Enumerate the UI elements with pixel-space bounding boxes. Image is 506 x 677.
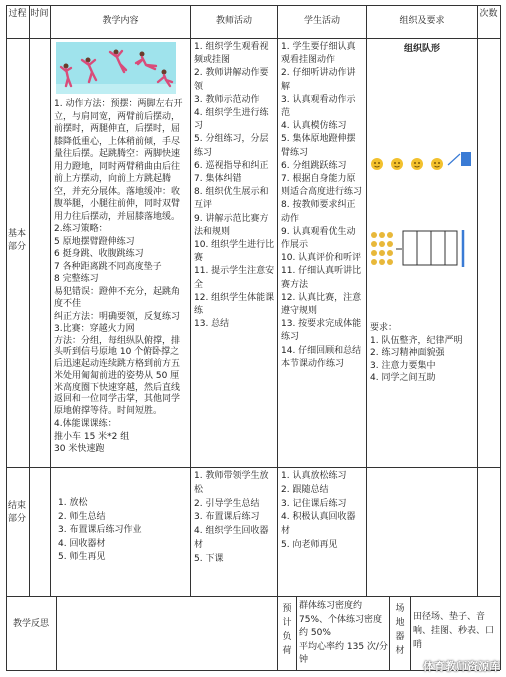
content-item: 6 挺身跳、收腹跳练习 [54,249,144,259]
ending-teacher-item: 3. 布置课后练习 [194,512,260,523]
ending-content-list [58,497,188,565]
col-divider [190,5,191,596]
student-item: 9. 认真观看优生动作展示 [281,226,356,251]
student-item: 5. 集体原地蹬伸摆臂练习 [281,134,356,158]
col-divider [296,596,297,670]
header-count: 次数 [479,9,498,19]
smiley-icon [391,158,403,170]
student-item: 14. 仔细回顾和总结本节课动作练习 [281,345,362,369]
teacher-item: 12. 组织学生体能课练 [194,292,275,317]
header-teacher: 教师活动 [215,16,252,26]
student-item: 1. 学生要仔细认真观看挂图动作 [281,42,356,66]
teacher-item: 5. 分组练习，分层练习 [194,134,269,158]
smiley-icon [431,158,443,170]
ending-content-item: 2. 师生总结 [58,511,106,522]
student-item: 7. 根据自身能力原则适合高度进行练习 [281,174,363,198]
ending-student-item: 2. 跟随总结 [281,484,329,495]
col-divider [29,5,30,596]
teacher-item: 4. 组织学生进行练习 [194,108,269,132]
org-title: 组织队形 [403,44,440,54]
col-divider [410,596,411,670]
requirements-block [370,322,476,385]
load-text: 群体练习密度约 75%、个体练习密度约 50% 平均心率约 135 次/分钟 [299,601,388,665]
student-item: 12. 认真比赛，注意遵守规则 [281,292,362,317]
ending-content-item: 5. 师生再见 [58,552,106,562]
ending-student-item: 1. 认真放松练习 [281,471,347,481]
teacher-item: 10. 组织学生进行比赛 [194,240,275,264]
teacher-item: 3. 教师示范动作 [194,94,260,105]
content-item: 2.练习策略： [54,224,108,234]
teacher-item: 2. 教师讲解动作要领 [194,68,269,92]
col-divider [56,596,57,670]
table-border-left [6,5,7,670]
ending-teacher-item: 2. 引导学生总结 [194,498,260,509]
content-item: 8 完整练习 [54,274,99,284]
content-item: 易犯错误：蹬伸不充分，起跳角度不佳 [54,286,181,309]
student-item: 2. 仔细听讲动作讲解 [281,68,356,92]
smiley-icon [371,158,383,170]
student-dots [371,232,393,265]
header-org: 组织及要求 [399,16,445,26]
student-item: 3. 认真观看动作示范 [281,94,356,119]
student-item: 10. 认真评价和听评 [281,253,362,264]
watermark: 体育教师资源库 [423,659,500,673]
header-content: 教学内容 [102,16,139,26]
header-divider [6,38,500,39]
basic-part-label: 基本部分 [8,229,26,252]
requirement-item: 2. 练习精神面貌强 [370,348,445,358]
content-item: 3.比赛：穿越火力网 [54,324,135,334]
content-item: 5 原地摆臂蹬伸练习 [54,236,135,247]
ending-content-item: 1. 放松 [58,498,88,508]
requirement-item: 3. 注意力要集中 [370,360,436,371]
formation-lanes-diagram [368,226,476,272]
teacher-item: 7. 集体纠错 [194,174,242,185]
table-border-right [500,5,501,670]
venue-label: 场地器材 [395,604,405,656]
load-label: 预计负荷 [282,604,292,656]
requirement-item: 1. 队伍整齐，纪律严明 [370,335,463,346]
ending-student-item: 4. 积极认真回收器材 [281,512,356,537]
ending-content-item: 4. 回收器材 [58,538,106,549]
student-item: 8. 按教师要求纠正动作 [281,200,356,224]
teacher-item: 11. 提示学生注意安全 [194,266,275,290]
student-item: 4. 认真模仿练习 [281,121,347,132]
reflection-label: 教学反思 [12,619,49,629]
col-divider [477,5,478,596]
student-item: 11. 仔细认真听讲比赛方法 [281,266,362,290]
requirements-title: 要求： [370,323,398,333]
content-item: 30 米快速跑 [54,444,105,455]
col-divider [50,5,51,596]
header-student: 学生活动 [303,16,340,26]
header-time: 时间 [30,9,49,19]
col-divider [366,5,367,596]
teacher-item: 6. 巡视指导和纠正 [194,160,269,171]
ending-part-label: 结束部分 [8,501,26,524]
teacher-item: 13. 总结 [194,319,230,330]
col-divider [389,596,390,670]
table-border-top [6,5,500,6]
content-item: 4.体能课课练： [54,419,117,430]
ending-student-list [281,470,364,553]
basic-student-list [281,41,364,371]
ending-teacher-list [194,470,275,567]
jump-illustration [56,42,176,94]
ending-student-item: 5. 向老师再见 [281,539,338,550]
teacher-item: 1. 组织学生观看视频或挂图 [194,42,269,66]
basic-section-divider [6,467,500,468]
formation-smileys-diagram [368,148,476,174]
student-item: 6. 分组跳跃练习 [281,160,347,171]
student-item: 13. 按要求完成体能练习 [281,319,362,343]
arrow-line [448,154,460,165]
ending-content-item: 3. 布置课后练习作业 [58,525,142,535]
content-item: 纠正方法：明确要领，反复练习 [54,311,181,322]
venue-text: 田径场、垫子、音响、挂图、秒表、口哨 [413,612,495,650]
illustration-ground [56,84,176,94]
header-process: 过程 [8,9,27,19]
basic-content-list [54,98,188,456]
col-divider [277,5,278,670]
ending-section-divider [6,596,500,597]
target-board [461,152,471,166]
content-item: 1. 动作方法：预摆：两脚左右开立，与肩同宽，两臂前后摆动，前摆时，两腿伸直，后摆时，屈膝降低重心，上体稍前倾，手尽量往后摆。起跳腾空：两脚快速用力蹬地，同时两臂稍曲由后往前上方摆动，向前上方跳起腾空，并充分展体。落地缓冲：收腹举腿，小腿往前伸，同时双臂用力往后摆动，并屈膝落地缓。 [54,99,183,222]
content-item: 方法：分组，每组纵队俯撑，排头听到信号原地 10 个俯卧撑之后迅速起动连续跳方格到前方五米处用匍匐前进的姿势从 50 厘米高度圈下快速穿越，然后直线返回和一位同学击掌，其他同学原地俯撑等待。时间短胜。 [54,335,181,417]
ending-teacher-item: 1. 教师带领学生放松 [194,471,269,495]
ending-teacher-item: 5. 下课 [194,553,224,564]
requirement-item: 4. 同学之间互助 [370,373,436,383]
ending-student-item: 3. 记住课后练习 [281,498,347,509]
teacher-item: 8. 组织优生展示和互评 [194,187,269,211]
lane-box [403,231,457,265]
ending-teacher-item: 4. 组织学生回收器材 [194,526,269,550]
content-item: 7 各种距离跳不同高度垫子 [54,261,162,272]
basic-teacher-list [194,41,275,331]
teacher-item: 9. 讲解示范比赛方法和规则 [194,213,269,237]
content-item: 推小车 15 米*2 组 [54,431,130,442]
smiley-icon [411,158,423,170]
